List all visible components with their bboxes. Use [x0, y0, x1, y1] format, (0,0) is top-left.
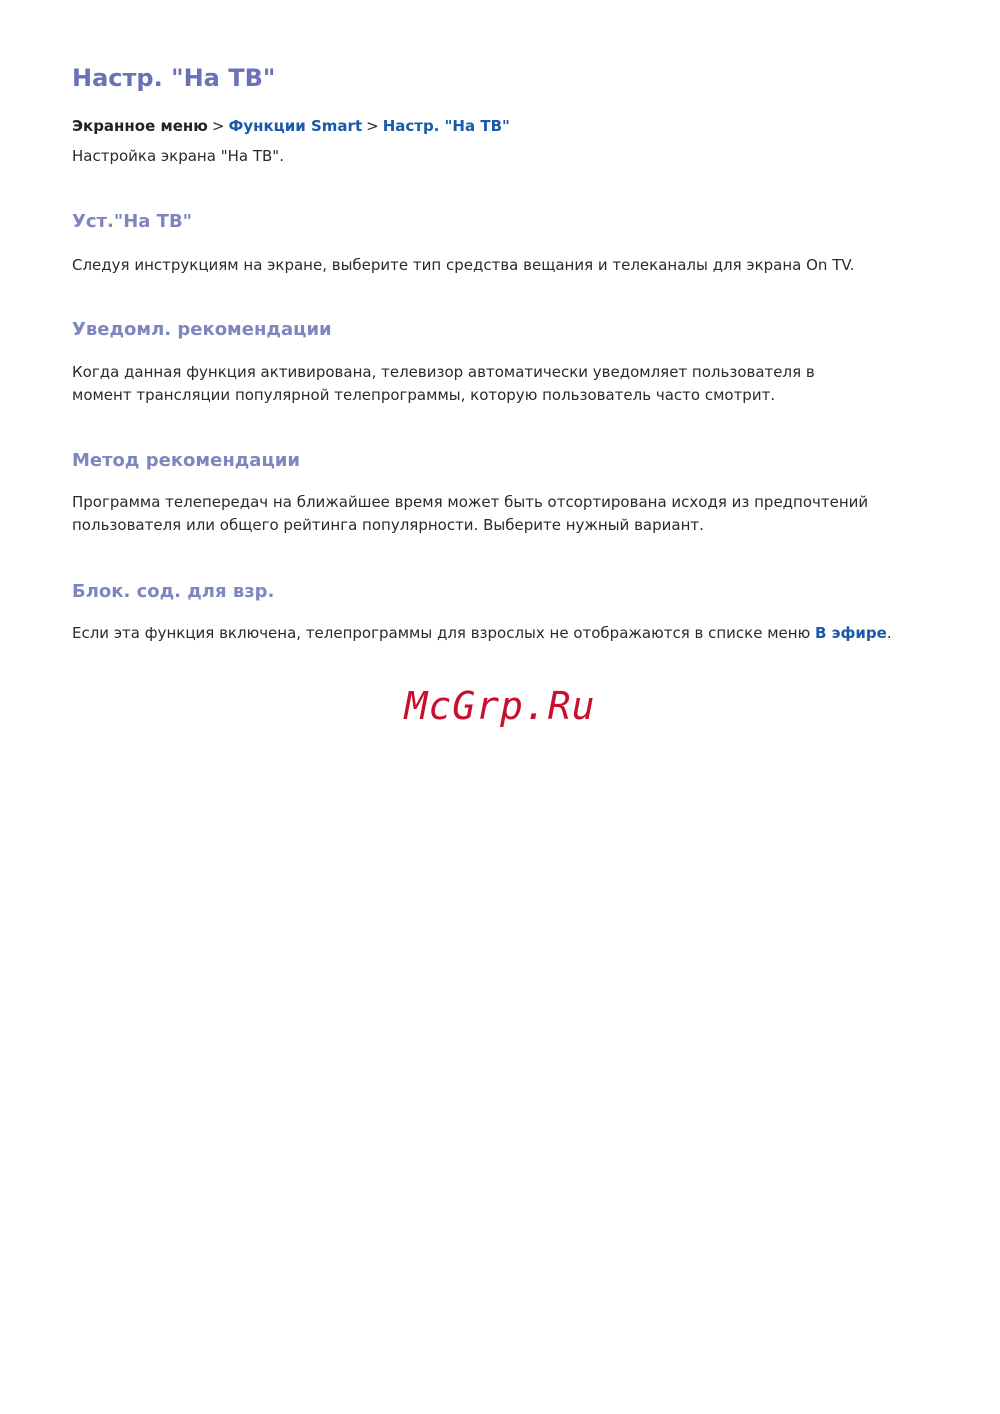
section-heading-recommendation-method: Метод рекомендации [72, 450, 301, 471]
section-heading-on-tv-setup: Уст."На ТВ" [72, 211, 193, 232]
breadcrumb-item-on-tv-settings[interactable]: Настр. "На ТВ" [382, 117, 510, 135]
section-text-recommendation-method: Программа телепередач на ближайшее время может быть отсортирована исходя из предпочтений пользователя или общего рейтинга популярности. Выберите нужный вариант. [72, 493, 869, 534]
section-heading-recommendation-notice: Уведомл. рекомендации [72, 319, 332, 340]
adult-block-text-before: Если эта функция включена, телепрограммы для взрослых не отображаются в списке меню [72, 624, 815, 642]
section-heading-adult-content-block: Блок. сод. для взр. [72, 581, 275, 602]
section-text-on-tv-setup: Следуя инструкциям на экране, выберите тип средства вещания и телеканалы для экрана On TV. [72, 256, 855, 274]
watermark: McGrp.Ru [404, 684, 596, 728]
breadcrumb-separator: > [366, 117, 379, 135]
breadcrumb-item-screen-menu: Экранное меню [72, 117, 208, 135]
breadcrumb-item-smart-functions[interactable]: Функции Smart [228, 117, 363, 135]
section-text-adult-content-block [72, 622, 932, 645]
on-air-link[interactable]: В эфире [814, 624, 887, 642]
page-title: Настр. "На ТВ" [72, 64, 276, 92]
breadcrumb-separator: > [211, 117, 225, 135]
section-text-recommendation-notice: Когда данная функция активирована, телевизор автоматически уведомляет пользователя в момент трансляции популярной телепрограммы, которую пользователь часто смотрит. [72, 363, 815, 404]
adult-block-text-after: . [886, 624, 892, 642]
breadcrumb [72, 117, 510, 135]
intro-text: Настройка экрана "На ТВ". [72, 147, 284, 165]
